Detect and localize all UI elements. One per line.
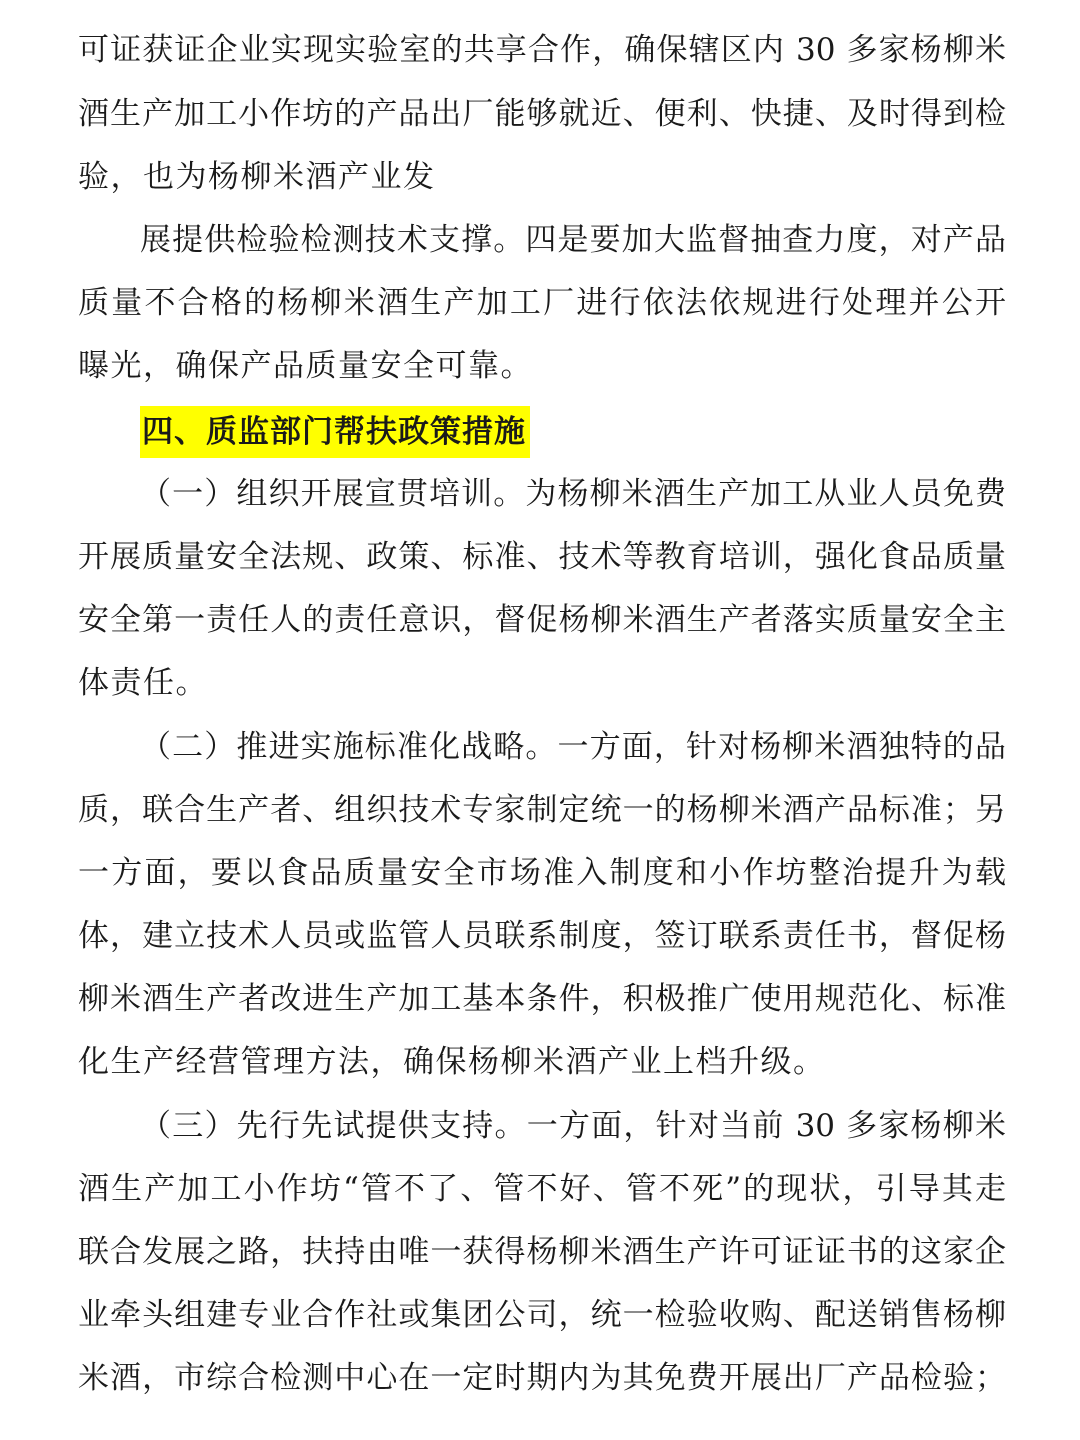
text-line: 酒生产加工小作坊的产品出厂能够就近、便利、快捷、及时得到检 (78, 96, 1006, 132)
text-line: 展提供检验检测技术支撑。四是要加大监督抽查力度，对产品 (140, 222, 1006, 258)
text-line: 开展质量安全法规、政策、标准、技术等教育培训，强化食品质量 (78, 539, 1006, 575)
text-line: 质量不合格的杨柳米酒生产加工厂进行依法依规进行处理并公开 (78, 285, 1006, 321)
text-line: 化生产经营管理方法，确保杨柳米酒产业上档升级。 (78, 1044, 826, 1080)
text-line: 体，建立技术人员或监管人员联系制度，签订联系责任书，督促杨 (78, 918, 1006, 954)
text-line: 一方面，要以食品质量安全市场准入制度和小作坊整治提升为载 (78, 855, 1006, 891)
text-line: 酒生产加工小作坊“管不了、管不好、管不死”的现状，引导其走 (78, 1171, 1006, 1207)
text-line: （二）推进实施标准化战略。一方面，针对杨柳米酒独特的品 (140, 729, 1006, 765)
section-heading: 四、质监部门帮扶政策措施 (142, 414, 526, 450)
text-line: 联合发展之路，扶持由唯一获得杨柳米酒生产许可证证书的这家企 (78, 1234, 1006, 1270)
text-line: （一）组织开展宣贯培训。为杨柳米酒生产加工从业人员免费 (140, 476, 1006, 512)
text-line: 质，联合生产者、组织技术专家制定统一的杨柳米酒产品标准；另 (78, 792, 1006, 828)
text-line: 安全第一责任人的责任意识，督促杨柳米酒生产者落实质量安全主 (78, 602, 1006, 638)
text-line: 曝光，确保产品质量安全可靠。 (78, 348, 533, 384)
text-line: 米酒，市综合检测中心在一定时期内为其免费开展出厂产品检验； (78, 1360, 1006, 1396)
text-line: 业牵头组建专业合作社或集团公司，统一检验收购、配送销售杨柳 (78, 1297, 1006, 1333)
text-line: 体责任。 (78, 665, 208, 701)
text-line: （三）先行先试提供支持。一方面，针对当前 30 多家杨柳米 (140, 1108, 1006, 1144)
text-line: 可证获证企业实现实验室的共享合作，确保辖区内 30 多家杨柳米 (78, 32, 1006, 68)
text-line: 验，也为杨柳米酒产业发 (78, 159, 436, 195)
section-heading-highlight (140, 406, 530, 458)
text-line: 柳米酒生产者改进生产加工基本条件，积极推广使用规范化、标准 (78, 981, 1006, 1017)
